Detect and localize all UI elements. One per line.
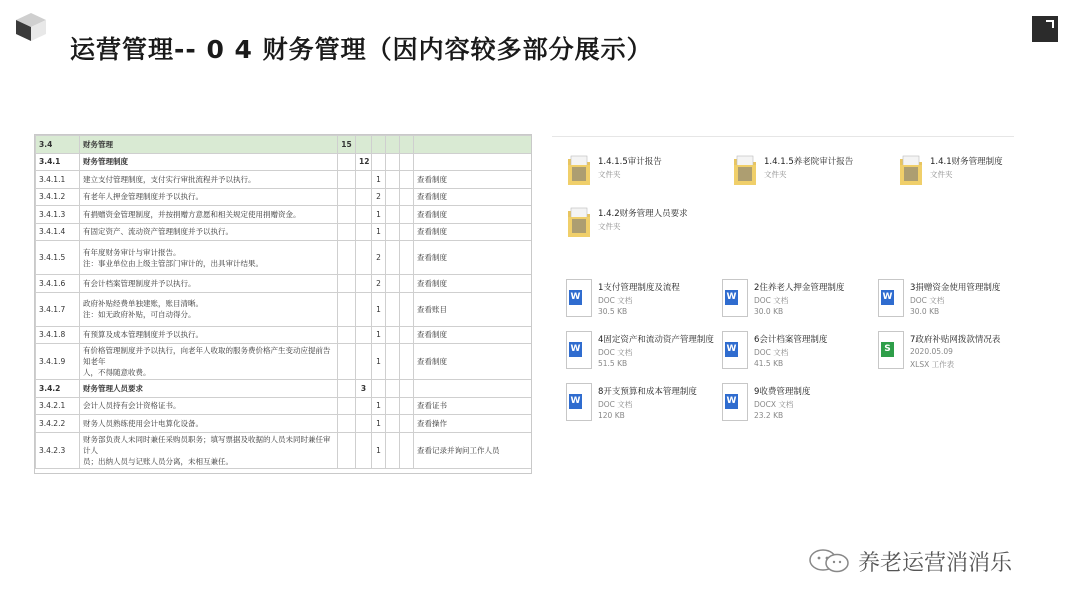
empty-cell bbox=[400, 153, 414, 171]
table-row bbox=[36, 171, 533, 189]
word-doc-icon bbox=[566, 279, 592, 317]
finance-criteria-table bbox=[34, 134, 532, 474]
score-cell bbox=[372, 275, 386, 293]
check-method-cell bbox=[414, 171, 533, 189]
row-item-cell-text: 有固定资产、流动资产管理制度并予以执行。 bbox=[83, 227, 233, 237]
folder-icon bbox=[566, 205, 592, 243]
score-cell-text: 1 bbox=[376, 445, 381, 455]
score-cell bbox=[356, 292, 372, 326]
file-type: DOC 文档 bbox=[754, 348, 789, 357]
row-item-cell bbox=[80, 326, 338, 344]
check-method-cell-text: 查看制度 bbox=[417, 227, 447, 237]
folder-item[interactable] bbox=[566, 205, 716, 245]
folder-name: 1.4.1.5审计报告 bbox=[598, 157, 662, 167]
word-doc-icon bbox=[722, 279, 748, 317]
row-item-cell bbox=[80, 136, 338, 154]
row-item-cell-text: 有预算及成本管理制度并予以执行。 bbox=[83, 330, 203, 340]
empty-cell bbox=[386, 344, 400, 380]
empty-cell bbox=[400, 397, 414, 415]
score-cell bbox=[372, 432, 386, 468]
score-cell bbox=[372, 171, 386, 189]
file-name: 1支付管理制度及流程 bbox=[598, 283, 680, 293]
score-cell bbox=[338, 223, 356, 241]
row-id-cell bbox=[36, 136, 80, 154]
folder-name: 1.4.1财务管理制度 bbox=[930, 157, 1003, 167]
word-doc-icon bbox=[722, 383, 748, 421]
score-cell-text: 1 bbox=[376, 227, 381, 237]
score-cell bbox=[338, 344, 356, 380]
check-method-cell bbox=[414, 241, 533, 275]
check-method-cell-text: 查看制度 bbox=[417, 278, 447, 288]
check-method-cell bbox=[414, 415, 533, 433]
file-type: DOC 文档 bbox=[598, 348, 633, 357]
check-method-cell-text: 查看证书 bbox=[417, 401, 447, 411]
check-method-cell bbox=[414, 292, 533, 326]
score-cell bbox=[372, 415, 386, 433]
folder-item[interactable] bbox=[566, 153, 716, 193]
score-cell bbox=[338, 171, 356, 189]
row-item-cell-text: 会计人员持有会计资格证书。 bbox=[83, 401, 181, 411]
excel-sheet-icon bbox=[878, 331, 904, 369]
file-name: 3捐赠资金使用管理制度 bbox=[910, 283, 1001, 293]
file-type: DOC 文档 bbox=[910, 296, 945, 305]
score-cell-text: 2 bbox=[376, 192, 381, 202]
row-id-cell bbox=[36, 188, 80, 206]
row-id-cell bbox=[36, 292, 80, 326]
empty-cell bbox=[400, 171, 414, 189]
corner-mark-icon bbox=[1032, 16, 1058, 42]
score-cell bbox=[338, 380, 356, 398]
row-id-cell-text: 3.4.1.3 bbox=[39, 209, 66, 219]
table-row bbox=[36, 275, 533, 293]
table-row bbox=[36, 432, 533, 468]
file-type: DOCX 文档 bbox=[754, 400, 794, 409]
row-id-cell-text: 3.4.1.2 bbox=[39, 192, 66, 202]
word-doc-icon bbox=[566, 383, 592, 421]
row-item-cell bbox=[80, 241, 338, 275]
row-id-cell bbox=[36, 415, 80, 433]
row-id-cell-text: 3.4.2 bbox=[39, 383, 61, 393]
empty-cell bbox=[386, 380, 400, 398]
score-cell-text: 3 bbox=[360, 383, 367, 393]
score-cell-text: 1 bbox=[376, 401, 381, 411]
check-method-cell bbox=[414, 380, 533, 398]
empty-cell bbox=[400, 380, 414, 398]
file-item[interactable] bbox=[722, 383, 872, 423]
folder-type: 文件夹 bbox=[598, 222, 621, 231]
empty-cell bbox=[386, 171, 400, 189]
row-item-note: 人，不得随意收费。 bbox=[83, 368, 151, 377]
empty-cell bbox=[386, 415, 400, 433]
check-method-cell bbox=[414, 136, 533, 154]
score-cell bbox=[338, 153, 356, 171]
score-cell bbox=[338, 206, 356, 224]
score-cell bbox=[356, 206, 372, 224]
score-cell-text: 2 bbox=[376, 278, 381, 288]
folder-type: 文件夹 bbox=[598, 170, 621, 179]
file-name: 8开支预算和成本管理制度 bbox=[598, 387, 697, 397]
score-cell bbox=[338, 275, 356, 293]
file-item[interactable] bbox=[878, 279, 1028, 319]
file-type: DOC 文档 bbox=[598, 296, 633, 305]
score-cell bbox=[338, 241, 356, 275]
file-badge: W bbox=[569, 342, 582, 357]
file-item[interactable] bbox=[722, 331, 872, 371]
row-item-cell-text: 财务管理制度 bbox=[83, 157, 128, 167]
row-item-cell bbox=[80, 292, 338, 326]
folder-name: 1.4.2财务管理人员要求 bbox=[598, 209, 688, 219]
row-id-cell-text: 3.4.1.9 bbox=[39, 357, 66, 366]
score-cell-text: 1 bbox=[376, 357, 381, 366]
row-item-cell bbox=[80, 415, 338, 433]
file-badge: W bbox=[725, 394, 738, 409]
file-type: 2020.05.09 bbox=[910, 347, 953, 356]
check-method-cell bbox=[414, 326, 533, 344]
folder-type: 文件夹 bbox=[930, 170, 953, 179]
table-row bbox=[36, 136, 533, 154]
check-method-cell-text: 查看操作 bbox=[417, 418, 447, 428]
check-method-cell-text: 查看制度 bbox=[417, 253, 447, 262]
row-item-cell-text: 财务人员熟练使用会计电算化设备。 bbox=[83, 418, 203, 428]
check-method-cell bbox=[414, 188, 533, 206]
check-method-cell-text: 查看制度 bbox=[417, 357, 447, 366]
file-item[interactable] bbox=[566, 279, 716, 319]
empty-cell bbox=[386, 223, 400, 241]
check-method-cell bbox=[414, 206, 533, 224]
table-row bbox=[36, 344, 533, 380]
row-item-cell bbox=[80, 397, 338, 415]
file-size: 30.0 KB bbox=[754, 307, 784, 316]
empty-cell bbox=[400, 415, 414, 433]
row-id-cell-text: 3.4.1 bbox=[39, 157, 61, 167]
empty-cell bbox=[386, 206, 400, 224]
folder-type: 文件夹 bbox=[764, 170, 787, 179]
row-id-cell bbox=[36, 432, 80, 468]
table-row bbox=[36, 380, 533, 398]
empty-cell bbox=[400, 206, 414, 224]
file-badge: W bbox=[725, 342, 738, 357]
empty-cell bbox=[386, 275, 400, 293]
folder-name: 1.4.1.5养老院审计报告 bbox=[764, 157, 854, 167]
row-id-cell-text: 3.4.1.6 bbox=[39, 278, 66, 288]
folder-icon bbox=[566, 153, 592, 191]
check-method-cell-text: 查看制度 bbox=[417, 330, 447, 340]
score-cell bbox=[356, 344, 372, 380]
score-cell bbox=[372, 153, 386, 171]
word-doc-icon bbox=[566, 331, 592, 369]
empty-cell bbox=[386, 292, 400, 326]
row-item-cell-text: 财务部负责人未同时兼任采购员职务；填写票据及收据的人员未同时兼任审计人 bbox=[83, 434, 331, 455]
file-badge: W bbox=[569, 394, 582, 409]
table-body bbox=[36, 136, 533, 469]
empty-cell bbox=[386, 432, 400, 468]
file-name: 4固定资产和流动资产管理制度 bbox=[598, 335, 714, 345]
row-item-note: 注：如无政府补贴，可自动得分。 bbox=[83, 310, 196, 319]
row-item-cell bbox=[80, 223, 338, 241]
word-doc-icon bbox=[878, 279, 904, 317]
row-id-cell-text: 3.4 bbox=[39, 139, 53, 149]
row-item-cell-text: 建立支付管理制度，支付实行审批流程并予以执行。 bbox=[83, 174, 256, 184]
empty-cell bbox=[386, 326, 400, 344]
score-cell bbox=[356, 415, 372, 433]
file-name: 6会计档案管理制度 bbox=[754, 335, 828, 345]
file-size: XLSX 工作表 bbox=[910, 360, 955, 369]
cube-logo-icon bbox=[14, 12, 48, 42]
score-cell-text: 1 bbox=[376, 174, 381, 184]
score-cell bbox=[356, 153, 372, 171]
empty-cell bbox=[400, 136, 414, 154]
file-badge: W bbox=[725, 290, 738, 305]
file-size: 23.2 KB bbox=[754, 411, 784, 420]
row-item-cell-text: 政府补贴经费单独建账，账目清晰。 bbox=[83, 299, 203, 308]
score-cell bbox=[338, 136, 356, 154]
row-id-cell bbox=[36, 223, 80, 241]
empty-cell bbox=[386, 153, 400, 171]
row-item-cell-text: 有价格管理制度并予以执行，向老年人收取的服务费价格产生变动应提前告知老年 bbox=[83, 346, 331, 366]
table-row bbox=[36, 397, 533, 415]
score-cell-text: 1 bbox=[376, 304, 381, 314]
check-method-cell bbox=[414, 432, 533, 468]
watermark-text: 养老运营消消乐 bbox=[858, 551, 1013, 576]
check-method-cell bbox=[414, 223, 533, 241]
row-item-cell bbox=[80, 344, 338, 380]
file-size: 51.5 KB bbox=[598, 359, 628, 368]
score-cell bbox=[356, 241, 372, 275]
score-cell bbox=[372, 188, 386, 206]
score-cell bbox=[356, 380, 372, 398]
file-badge: W bbox=[569, 290, 582, 305]
score-cell bbox=[356, 223, 372, 241]
row-item-cell bbox=[80, 432, 338, 468]
row-id-cell bbox=[36, 153, 80, 171]
file-size: 41.5 KB bbox=[754, 359, 784, 368]
folder-item[interactable] bbox=[732, 153, 882, 193]
score-cell bbox=[372, 206, 386, 224]
file-name: 2住养老人押金管理制度 bbox=[754, 283, 845, 293]
folder-icon bbox=[898, 153, 924, 191]
row-item-cell bbox=[80, 380, 338, 398]
row-id-cell-text: 3.4.1.1 bbox=[39, 174, 66, 184]
score-cell bbox=[356, 188, 372, 206]
check-method-cell bbox=[414, 344, 533, 380]
row-item-note: 员；出纳人员与记账人员分离，未相互兼任。 bbox=[83, 456, 233, 466]
score-cell bbox=[372, 223, 386, 241]
row-item-cell-text: 有捐赠资金管理制度，并按捐赠方意愿和相关规定使用捐赠资金。 bbox=[83, 209, 301, 219]
row-id-cell bbox=[36, 397, 80, 415]
score-cell-text: 1 bbox=[376, 330, 381, 340]
table-row bbox=[36, 292, 533, 326]
folder-icon bbox=[732, 153, 758, 191]
row-id-cell bbox=[36, 275, 80, 293]
score-cell bbox=[356, 432, 372, 468]
row-item-cell-text: 有年度财务审计与审计报告。 bbox=[83, 247, 181, 257]
row-id-cell bbox=[36, 241, 80, 275]
row-item-cell-text: 有老年人押金管理制度并予以执行。 bbox=[83, 192, 203, 202]
table-row bbox=[36, 326, 533, 344]
row-id-cell bbox=[36, 344, 80, 380]
file-type: DOC 文档 bbox=[598, 400, 633, 409]
empty-cell bbox=[400, 344, 414, 380]
file-badge: W bbox=[881, 290, 894, 305]
empty-cell bbox=[386, 188, 400, 206]
folder-item[interactable] bbox=[898, 153, 1048, 193]
file-item[interactable] bbox=[878, 331, 1028, 371]
score-cell bbox=[372, 344, 386, 380]
empty-cell bbox=[400, 223, 414, 241]
check-method-cell-text: 查看记录并询问工作人员 bbox=[417, 445, 500, 455]
score-cell bbox=[338, 432, 356, 468]
check-method-cell bbox=[414, 153, 533, 171]
score-cell bbox=[356, 171, 372, 189]
score-cell bbox=[372, 326, 386, 344]
wechat-icon bbox=[808, 548, 852, 574]
score-cell-text: 15 bbox=[341, 139, 352, 149]
score-cell-text: 1 bbox=[376, 209, 381, 219]
slide-title: 运营管理-- 0 4 财务管理（因内容较多部分展示） bbox=[70, 35, 653, 64]
empty-cell bbox=[400, 326, 414, 344]
score-cell bbox=[356, 326, 372, 344]
table-row bbox=[36, 241, 533, 275]
table-row bbox=[36, 415, 533, 433]
score-cell bbox=[372, 136, 386, 154]
score-cell bbox=[372, 380, 386, 398]
score-cell bbox=[338, 415, 356, 433]
score-cell-text: 12 bbox=[359, 157, 370, 167]
file-badge: S bbox=[881, 342, 894, 357]
score-cell bbox=[338, 188, 356, 206]
row-id-cell-text: 3.4.1.7 bbox=[39, 304, 66, 314]
score-cell-text: 2 bbox=[376, 253, 381, 262]
file-type: DOC 文档 bbox=[754, 296, 789, 305]
file-size: 30.0 KB bbox=[910, 307, 940, 316]
file-size: 30.5 KB bbox=[598, 307, 628, 316]
word-doc-icon bbox=[722, 331, 748, 369]
score-cell bbox=[356, 136, 372, 154]
check-method-cell bbox=[414, 397, 533, 415]
file-name: 9收费管理制度 bbox=[754, 387, 811, 397]
empty-cell bbox=[386, 397, 400, 415]
empty-cell bbox=[400, 241, 414, 275]
score-cell bbox=[356, 397, 372, 415]
row-item-cell bbox=[80, 171, 338, 189]
file-name: 7政府补贴网拨款情况表 bbox=[910, 335, 1001, 345]
check-method-cell-text: 查看制度 bbox=[417, 209, 447, 219]
row-id-cell-text: 3.4.2.2 bbox=[39, 418, 66, 428]
score-cell bbox=[338, 326, 356, 344]
score-cell bbox=[372, 241, 386, 275]
row-id-cell bbox=[36, 380, 80, 398]
row-id-cell-text: 3.4.1.5 bbox=[39, 253, 66, 262]
empty-cell bbox=[386, 241, 400, 275]
file-item[interactable] bbox=[566, 331, 716, 371]
table-row bbox=[36, 153, 533, 171]
empty-cell bbox=[400, 188, 414, 206]
row-item-cell-text: 有会计档案管理制度并予以执行。 bbox=[83, 278, 196, 288]
row-id-cell bbox=[36, 171, 80, 189]
empty-cell bbox=[400, 292, 414, 326]
table-row bbox=[36, 206, 533, 224]
score-cell bbox=[372, 397, 386, 415]
row-id-cell-text: 3.4.1.4 bbox=[39, 227, 66, 237]
row-id-cell-text: 3.4.2.1 bbox=[39, 401, 66, 411]
score-cell bbox=[372, 292, 386, 326]
row-item-cell bbox=[80, 206, 338, 224]
table-row bbox=[36, 223, 533, 241]
row-item-cell-text: 财务管理人员要求 bbox=[83, 383, 143, 393]
row-id-cell-text: 3.4.1.8 bbox=[39, 330, 66, 340]
check-method-cell-text: 查看制度 bbox=[417, 192, 447, 202]
score-cell-text: 1 bbox=[376, 418, 381, 428]
empty-cell bbox=[400, 432, 414, 468]
row-item-note: 注：事业单位由上级主管部门审计的，出具审计结果。 bbox=[83, 258, 263, 268]
row-id-cell bbox=[36, 206, 80, 224]
empty-cell bbox=[400, 275, 414, 293]
score-cell bbox=[356, 275, 372, 293]
check-method-cell-text: 查看账目 bbox=[417, 304, 447, 314]
file-explorer bbox=[552, 136, 1014, 432]
empty-cell bbox=[386, 136, 400, 154]
row-item-cell bbox=[80, 275, 338, 293]
score-cell bbox=[338, 292, 356, 326]
file-size: 120 KB bbox=[598, 411, 625, 420]
row-item-cell-text: 财务管理 bbox=[83, 139, 113, 149]
row-id-cell bbox=[36, 326, 80, 344]
check-method-cell-text: 查看制度 bbox=[417, 174, 447, 184]
row-id-cell-text: 3.4.2.3 bbox=[39, 445, 66, 455]
file-item[interactable] bbox=[566, 383, 716, 423]
file-item[interactable] bbox=[722, 279, 872, 319]
table-row bbox=[36, 188, 533, 206]
check-method-cell bbox=[414, 275, 533, 293]
row-item-cell bbox=[80, 188, 338, 206]
row-item-cell bbox=[80, 153, 338, 171]
score-cell bbox=[338, 397, 356, 415]
